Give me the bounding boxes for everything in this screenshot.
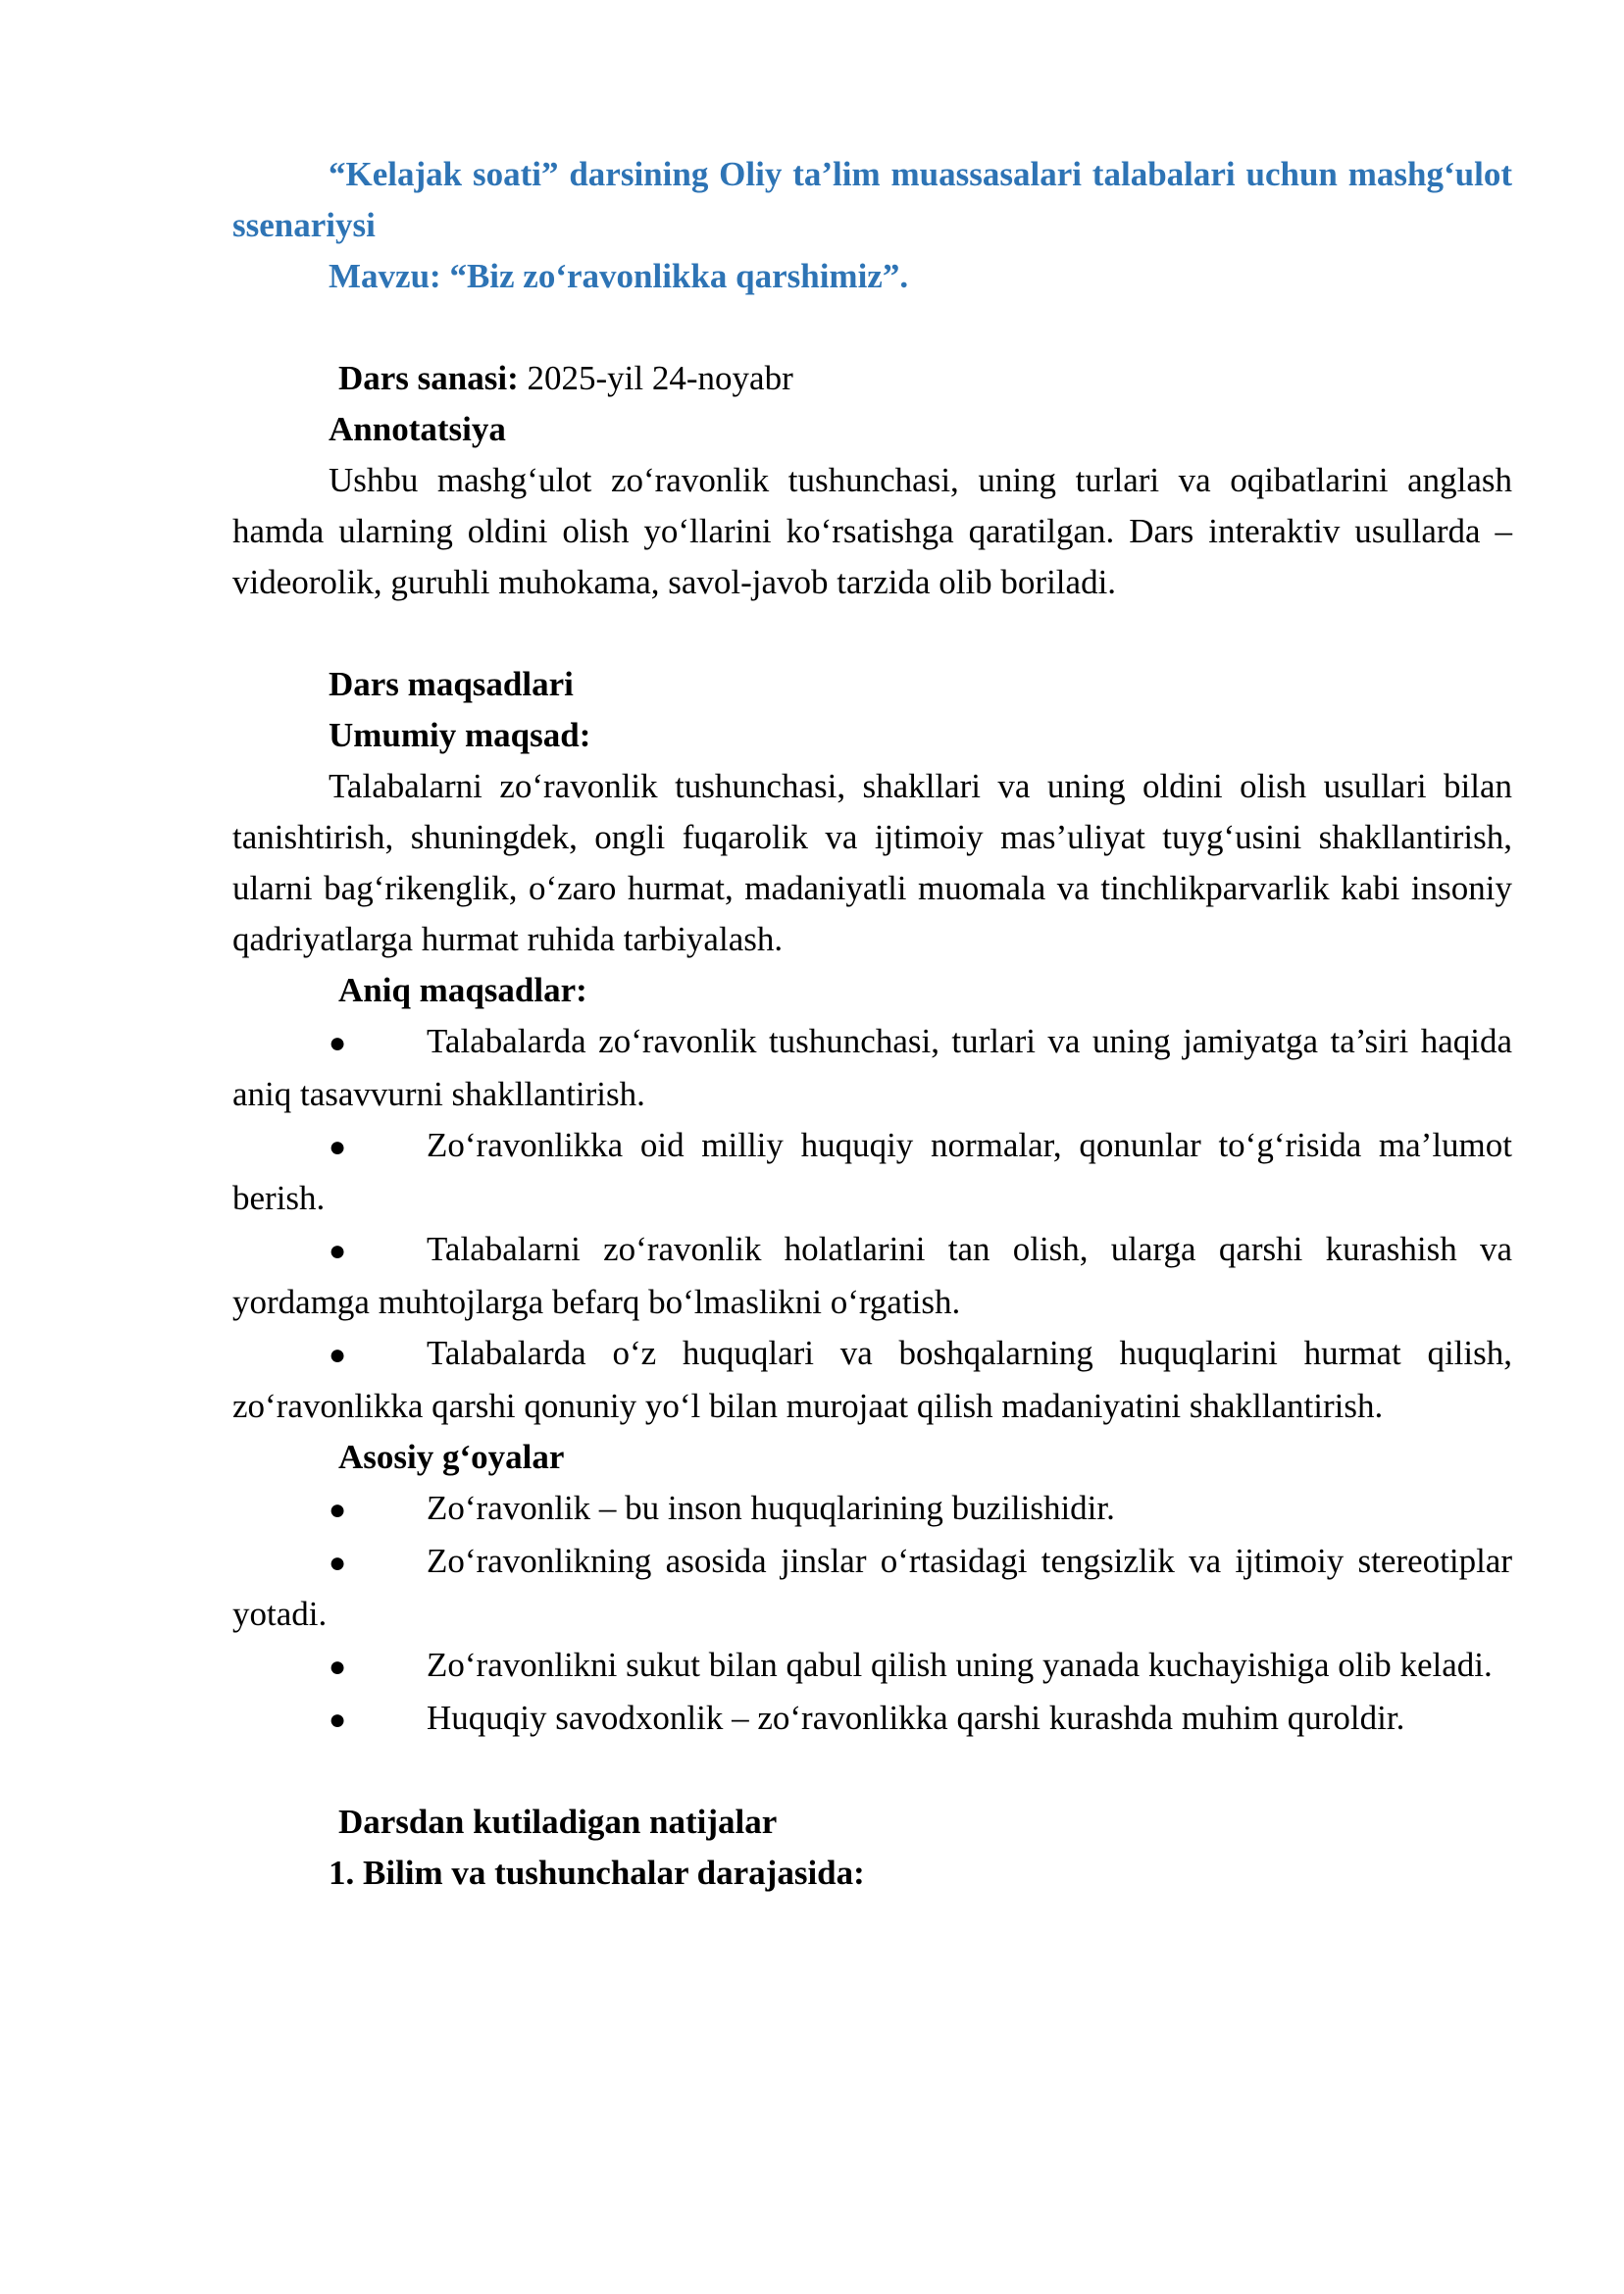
bullet-icon <box>329 1018 427 1069</box>
document-page <box>232 149 1512 1899</box>
list-item <box>232 1536 1512 1640</box>
list-item-text: Huquqiy savodxonlik – zo‘ravonlikka qarshi kurashda muhim quroldir. <box>427 1699 1405 1737</box>
annotation-heading: Annotatsiya <box>329 410 506 448</box>
list-item-text: Talabalarda o‘z huquqlari va boshqalarning huquqlarini hurmat qilish, zo‘ravonlikka qarshi qonuniy yo‘l bilan murojaat qilish madaniyatini shakllantirish. <box>232 1334 1512 1425</box>
list-item <box>232 1120 1512 1224</box>
bullet-icon <box>329 1122 427 1173</box>
outcomes-subheading-1: 1. Bilim va tushunchalar darajasida: <box>329 1854 865 1892</box>
list-item <box>232 1328 1512 1432</box>
document-topic: Mavzu: “Biz zo‘ravonlikka qarshimiz”. <box>329 257 909 295</box>
bullet-icon <box>329 1538 427 1589</box>
annotation-text: Ushbu mashg‘ulot zo‘ravonlik tushunchasi, uning turlari va oqibatlarini anglash hamda ularning oldini olish yo‘llarini ko‘rsatishga qaratilgan. Dars interaktiv usullarda – videorolik, guruhli muhokama, savol-javob tarzida olib boriladi. <box>232 461 1512 601</box>
bullet-icon <box>329 1226 427 1277</box>
general-goal-text: Talabalarni zo‘ravonlik tushunchasi, shakllari va uning oldini olish usullari bilan tanishtirish, shuningdek, ongli fuqarolik va ijtimoiy mas’uliyat tuyg‘usini shakllantirish, ularni bag‘rikenglik, o‘zaro hurmat, madaniyatli muomala va tinchlikparvarlik kabi insoniy qadriyatlarga hurmat ruhida tarbiyalash. <box>232 767 1512 958</box>
spacer <box>232 1746 1512 1797</box>
specific-goals-heading: Aniq maqsadlar: <box>338 971 587 1009</box>
list-item <box>232 1483 1512 1536</box>
bullet-icon <box>329 1642 427 1693</box>
bullet-icon <box>329 1695 427 1746</box>
lesson-date-value: 2025-yil 24-noyabr <box>518 359 793 397</box>
list-item-text: Zo‘ravonlikni sukut bilan qabul qilish uning yanada kuchayishiga olib keladi. <box>427 1646 1493 1684</box>
spacer <box>232 302 1512 353</box>
general-goal-heading: Umumiy maqsad: <box>329 716 591 754</box>
main-ideas-heading: Asosiy g‘oyalar <box>338 1438 565 1476</box>
list-item-text: Talabalarda zo‘ravonlik tushunchasi, turlari va uning jamiyatga ta’siri haqida aniq tasavvurni shakllantirish. <box>232 1022 1512 1113</box>
list-item-text: Zo‘ravonlikka oid milliy huquqiy normalar, qonunlar to‘g‘risida ma’lumot berish. <box>232 1126 1512 1217</box>
list-item <box>232 1693 1512 1746</box>
list-item-text: Zo‘ravonlik – bu inson huquqlarining buzilishidir. <box>427 1489 1115 1527</box>
list-item <box>232 1016 1512 1120</box>
bullet-icon <box>329 1485 427 1536</box>
list-item <box>232 1640 1512 1693</box>
document-title: “Kelajak soati” darsining Oliy ta’lim muassasalari talabalari uchun mashg‘ulot ssenariysi <box>232 155 1512 244</box>
list-item <box>232 1224 1512 1328</box>
goals-heading: Dars maqsadlari <box>329 665 574 703</box>
lesson-date-label: Dars sanasi: <box>338 359 519 397</box>
list-item-text: Zo‘ravonlikning asosida jinslar o‘rtasidagi tengsizlik va ijtimoiy stereotiplar yotadi. <box>232 1542 1512 1633</box>
list-item-text: Talabalarni zo‘ravonlik holatlarini tan olish, ularga qarshi kurashish va yordamga muhtojlarga befarq bo‘lmaslikni o‘rgatish. <box>232 1230 1512 1321</box>
spacer <box>232 608 1512 659</box>
lesson-date <box>232 353 1512 404</box>
bullet-icon <box>329 1330 427 1381</box>
outcomes-heading: Darsdan kutiladigan natijalar <box>338 1803 778 1841</box>
